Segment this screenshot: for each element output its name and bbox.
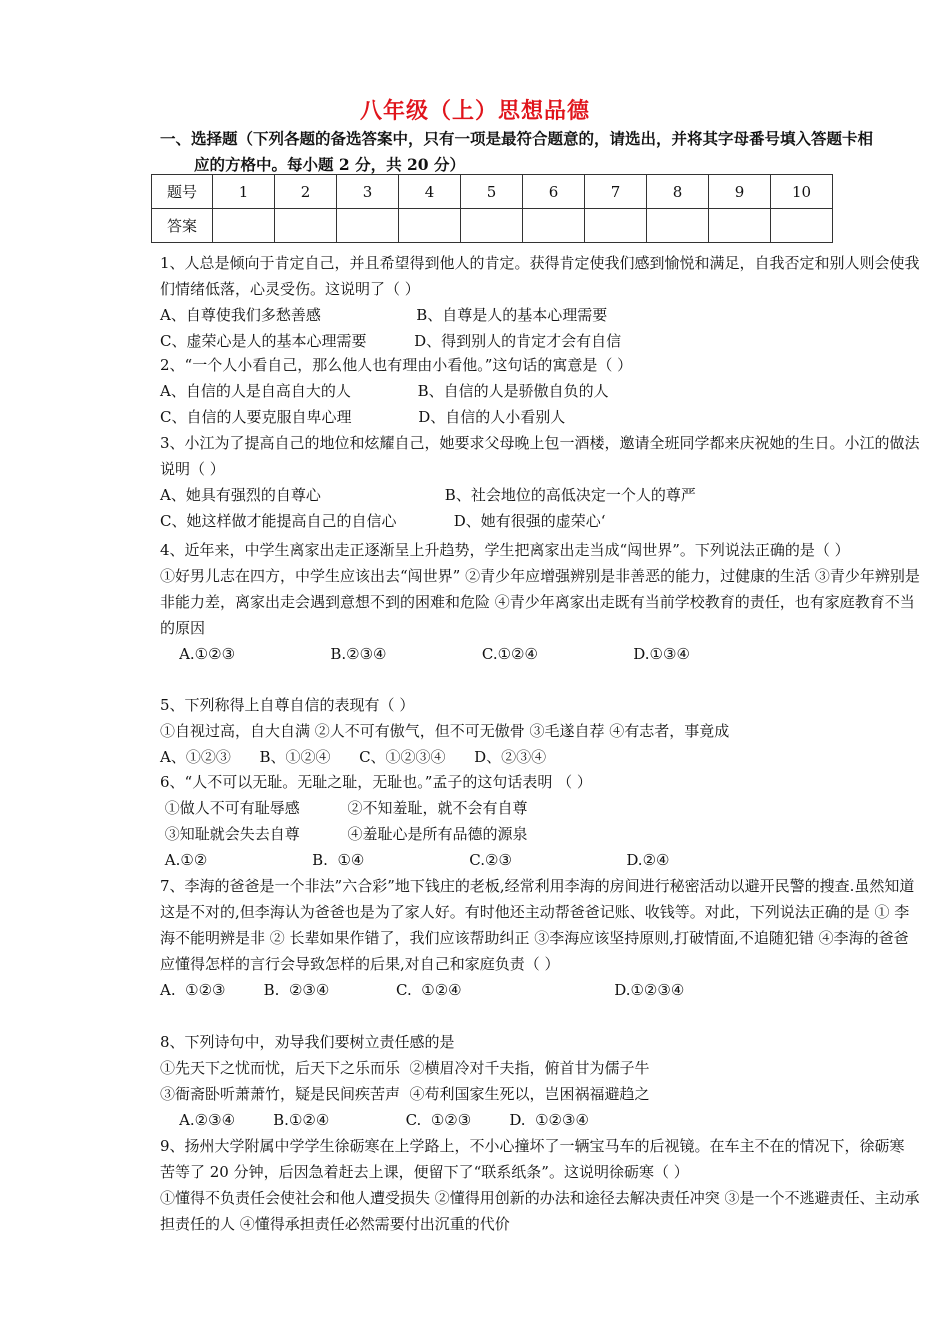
question-number-cell: 7 bbox=[585, 175, 647, 209]
question-8-stem: 8、下列诗句中，劝导我们要树立责任感的是 bbox=[160, 1033, 455, 1051]
question-4-statements: ①好男儿志在四方，中学生应该出去“闯世界” ②青少年应增强辨别是非善恶的能力，过健康的生活 ③青少年辨别是非能力差，离家出走会遇到意想不到的困难和危险 ④青少年离家出走既有当前学校教育的责任，也有家庭教育不当的原因 bbox=[160, 567, 920, 637]
answer-table bbox=[151, 174, 833, 243]
question-9-stem: 9、扬州大学附属中学学生徐砺寒在上学路上，不小心撞坏了一辆宝马车的后视镜。在车主不在的情况下，徐砺寒 苦等了 20 分钟，后因急着赶去上课，便留下了“联系纸条”。这说明徐砺寒（ ） bbox=[160, 1137, 905, 1181]
question-number-cell: 1 bbox=[213, 175, 275, 209]
answer-cell[interactable] bbox=[275, 209, 337, 243]
exam-title: 八年级（上）思想品德 bbox=[359, 98, 590, 124]
question-number-cell: 4 bbox=[399, 175, 461, 209]
question-8-statements-1: ①先天下之忧而忧，后天下之乐而乐 ②横眉冷对千夫指，俯首甘为儒子牛 bbox=[160, 1059, 650, 1077]
question-3-stem: 3、小江为了提高自己的地位和炫耀自己，她要求父母晚上包一酒楼，邀请全班同学都来庆祝她的生日。小江的做法说明（ ） bbox=[160, 434, 920, 478]
question-2-stem: 2、“一个人小看自己，那么他人也有理由小看他。”这句话的寓意是（ ） bbox=[160, 356, 633, 374]
question-3 bbox=[160, 430, 920, 534]
question-5-stem: 5、下列称得上自尊自信的表现有（ ） bbox=[160, 696, 415, 714]
answer-row-label: 答案 bbox=[152, 209, 213, 243]
question-8-statements-2: ③衙斋卧听萧萧竹，疑是民间疾苦声 ④苟利国家生死以，岂困祸福避趋之 bbox=[160, 1085, 650, 1103]
question-number-cell: 9 bbox=[709, 175, 771, 209]
answer-cell[interactable] bbox=[523, 209, 585, 243]
question-7-stem: 7、李海的爸爸是一个非法”六合彩”地下钱庄的老板,经常利用李海的房间进行秘密活动以避开民警的搜查.虽然知道这是不对的,但李海认为爸爸也是为了家人好。有时他还主动帮爸爸记账、收钱等。对此，下列说法正确的是 ① 李海不能明辨是非 ② 长辈如果作错了，我们应该帮助纠正 ③李海应该坚持原则,打破情面,不追随犯错 ④李海的爸爸应懂得怎样的言行会导致怎样的后果,对自己和家庭负责（ ） bbox=[160, 877, 915, 973]
question-6 bbox=[160, 769, 920, 873]
question-6-statements-2: ③知耻就会失去自尊 ④羞耻心是所有品德的源泉 bbox=[160, 825, 528, 843]
question-9-statements: ①懂得不负责任会使社会和他人遭受损失 ②懂得用创新的办法和途径去解决责任冲突 ③是一个不逃避责任、主动承担责任的人 ④懂得承担责任必然需要付出沉重的代价 bbox=[160, 1189, 920, 1233]
question-number-cell: 10 bbox=[771, 175, 833, 209]
question-number-cell: 3 bbox=[337, 175, 399, 209]
question-7-options: A. ①②③ B. ②③④ C. ①②④ D.①②③④ bbox=[160, 981, 685, 999]
question-6-statements-1: ①做人不可有耻辱感 ②不知羞耻，就不会有自尊 bbox=[160, 799, 528, 817]
question-number-cell: 2 bbox=[275, 175, 337, 209]
question-1 bbox=[160, 250, 920, 354]
answer-cell[interactable] bbox=[585, 209, 647, 243]
question-number-cell: 6 bbox=[523, 175, 585, 209]
question-2-options-ab: A、自信的人是自高自大的人 B、自信的人是骄傲自负的人 bbox=[160, 382, 609, 400]
answer-table-answer-row bbox=[152, 209, 833, 243]
question-3-options-cd: C、她这样做才能提高自己的自信心 D、她有很强的虚荣心‘ bbox=[160, 512, 606, 530]
question-6-stem: 6、“人不可以无耻。无耻之耻，无耻也。”孟子的这句话表明 （ ） bbox=[160, 773, 592, 791]
question-number-cell: 8 bbox=[647, 175, 709, 209]
question-3-options-ab: A、她具有强烈的自尊心 B、社会地位的高低决定一个人的尊严 bbox=[160, 486, 696, 504]
question-1-options-cd: C、虚荣心是人的基本心理需要 D、得到别人的肯定才会有自信 bbox=[160, 332, 622, 350]
question-2-options-cd: C、自信的人要克服自卑心理 D、自信的人小看别人 bbox=[160, 408, 566, 426]
question-7 bbox=[160, 873, 920, 1003]
answer-table-number-row bbox=[152, 175, 833, 209]
instructions-line-1: 一、选择题（下列各题的备选答案中，只有一项是最符合题意的，请选出，并将其字母番号填入答题卡相 bbox=[160, 129, 874, 148]
question-4 bbox=[160, 537, 920, 667]
answer-cell[interactable] bbox=[771, 209, 833, 243]
question-8-options: A.②③④ B.①②④ C. ①②③ D. ①②③④ bbox=[160, 1111, 589, 1129]
question-2 bbox=[160, 352, 920, 430]
number-row-label: 题号 bbox=[152, 175, 213, 209]
question-number-cell: 5 bbox=[461, 175, 523, 209]
answer-cell[interactable] bbox=[461, 209, 523, 243]
question-4-stem: 4、近年来，中学生离家出走正逐渐呈上升趋势，学生把离家出走当成“闯世界”。下列说法正确的是（ ） bbox=[160, 541, 850, 559]
question-9 bbox=[160, 1133, 920, 1237]
question-6-options: A.①② B. ①④ C.②③ D.②④ bbox=[160, 851, 670, 869]
section-instructions bbox=[160, 126, 920, 178]
answer-cell[interactable] bbox=[647, 209, 709, 243]
answer-cell[interactable] bbox=[709, 209, 771, 243]
answer-cell[interactable] bbox=[337, 209, 399, 243]
question-5-statements: ①自视过高，自大自满 ②人不可有傲气，但不可无傲骨 ③毛遂自荐 ④有志者，事竟成 bbox=[160, 722, 730, 740]
question-8 bbox=[160, 1029, 920, 1133]
question-4-options: A.①②③ B.②③④ C.①②④ D.①③④ bbox=[160, 645, 690, 663]
question-1-options-ab: A、自尊使我们多愁善感 B、自尊是人的基本心理需要 bbox=[160, 306, 608, 324]
answer-cell[interactable] bbox=[399, 209, 461, 243]
instructions-line-2: 应的方格中。每小题 2 分，共 20 分） bbox=[194, 155, 465, 174]
question-1-stem: 1、人总是倾向于肯定自己，并且希望得到他人的肯定。获得肯定使我们感到愉悦和满足，自我否定和别人则会使我们情绪低落，心灵受伤。这说明了（ ） bbox=[160, 254, 920, 298]
answer-cell[interactable] bbox=[213, 209, 275, 243]
question-5 bbox=[160, 692, 920, 770]
question-5-options: A、①②③ B、①②④ C、①②③④ D、②③④ bbox=[160, 748, 547, 766]
